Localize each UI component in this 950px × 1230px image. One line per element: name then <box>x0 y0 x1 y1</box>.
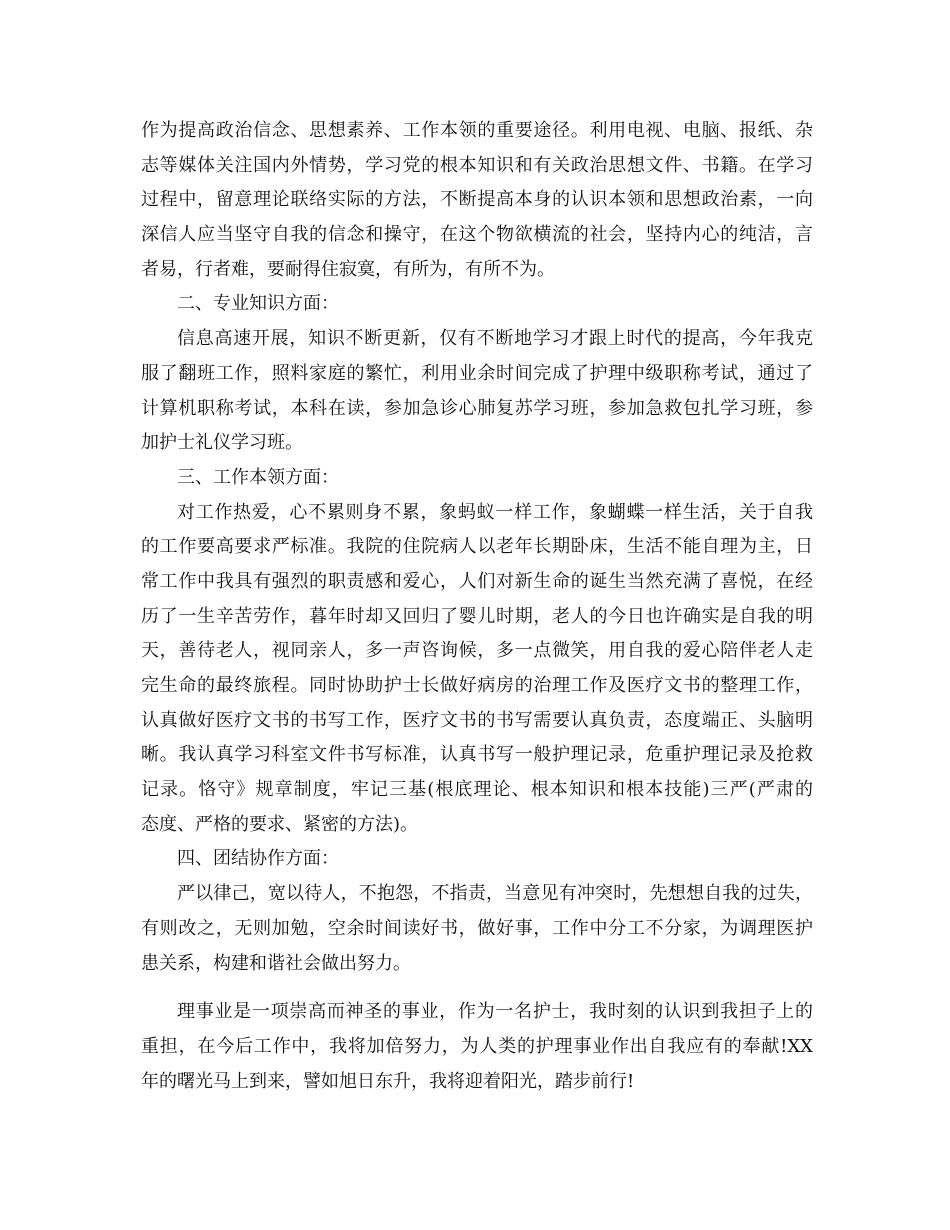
paragraph-line: 者易，行者难，要耐得住寂寞，有所为，有所不为。 <box>141 258 555 280</box>
paragraph-line: 晰。我认真学习科室文件书写标准，认真书写一般护理记录，危重护理记录及抢救 <box>141 744 813 766</box>
paragraph-line: 态度、严格的要求、紧密的方法)。 <box>141 813 419 835</box>
document-page <box>141 114 813 1099</box>
paragraph-line: 严以律己，宽以待人，不抱怨，不指责，当意见有冲突时，先想想自我的过失， <box>177 883 813 905</box>
paragraph-line: 认真做好医疗文书的书写工作，医疗文书的书写需要认真负责，态度端正、头脑明 <box>141 709 813 731</box>
paragraph-line: 深信人应当坚守自我的信念和操守，在这个物欲横流的社会，坚持内心的纯洁，言 <box>141 224 813 246</box>
paragraph-line: 完生命的最终旅程。同时协助护士长做好病房的治理工作及医疗文书的整理工作， <box>141 675 813 696</box>
paragraph-line: 年的曙光马上到来，譬如旭日东升，我将迎着阳光，踏步前行! <box>141 1070 635 1092</box>
paragraph-line: 作为提高政治信念、思想素养、工作本领的重要途径。利用电视、电脑、报纸、杂 <box>141 120 813 141</box>
paragraph-line: 记录。恪守》规章制度，牢记三基(根底理论、根本知识和根本技能)三严(严肃的 <box>141 779 813 801</box>
paragraph-line: 理事业是一项崇高而神圣的事业，作为一名护士，我时刻的认识到我担子上的 <box>177 1001 813 1023</box>
paragraph-line: 天，善待老人，视同亲人，多一声咨询候，多一点微笑，用自我的爱心陪伴老人走 <box>141 640 813 662</box>
paragraph-line: 计算机职称考试，本科在读，参加急诊心肺复苏学习班，参加急救包扎学习班，参 <box>141 397 813 419</box>
paragraph-line: 患关系，构建和谐社会做出努力。 <box>141 952 411 974</box>
paragraph-line: 的工作要高要求严标准。我院的住院病人以老年长期卧床，生活不能自理为主，日 <box>141 536 813 558</box>
paragraph-line: 过程中，留意理论联络实际的方法，不断提高本身的认识本领和思想政治素，一向 <box>141 189 813 211</box>
paragraph-line: 服了翻班工作，照料家庭的繁忙，利用业余时间完成了护理中级职称考试，通过了 <box>141 362 813 384</box>
paragraph-line: 历了一生辛苦劳作，暮年时却又回归了婴儿时期，老人的今日也许确实是自我的明 <box>141 605 813 627</box>
paragraph-line: 重担，在今后工作中，我将加倍努力，为人类的护理事业作出自我应有的奉献!XX <box>141 1035 813 1057</box>
paragraph-spacer <box>141 981 813 995</box>
paragraph-line: 志等媒体关注国内外情势，学习党的根本知识和有关政治思想文件、书籍。在学习 <box>141 154 813 176</box>
paragraph-line: 有则改之，无则加勉，空余时间读好书，做好事，工作中分工不分家，为调理医护 <box>141 917 813 939</box>
paragraph-line: 加护士礼仪学习班。 <box>141 432 303 454</box>
paragraph-line: 常工作中我具有强烈的职责感和爱心，人们对新生命的诞生当然充满了喜悦，在经 <box>141 570 813 592</box>
section-heading-professional-knowledge: 二、专业知识方面： <box>177 293 339 315</box>
paragraph-line: 对工作热爱，心不累则身不累，象蚂蚁一样工作，象蝴蝶一样生活，关于自我 <box>177 501 813 523</box>
section-heading-work-ability: 三、工作本领方面： <box>177 466 339 488</box>
paragraph-line: 信息高速开展，知识不断更新，仅有不断地学习才跟上时代的提高，今年我克 <box>177 328 813 350</box>
section-heading-teamwork: 四、团结协作方面： <box>177 848 339 870</box>
